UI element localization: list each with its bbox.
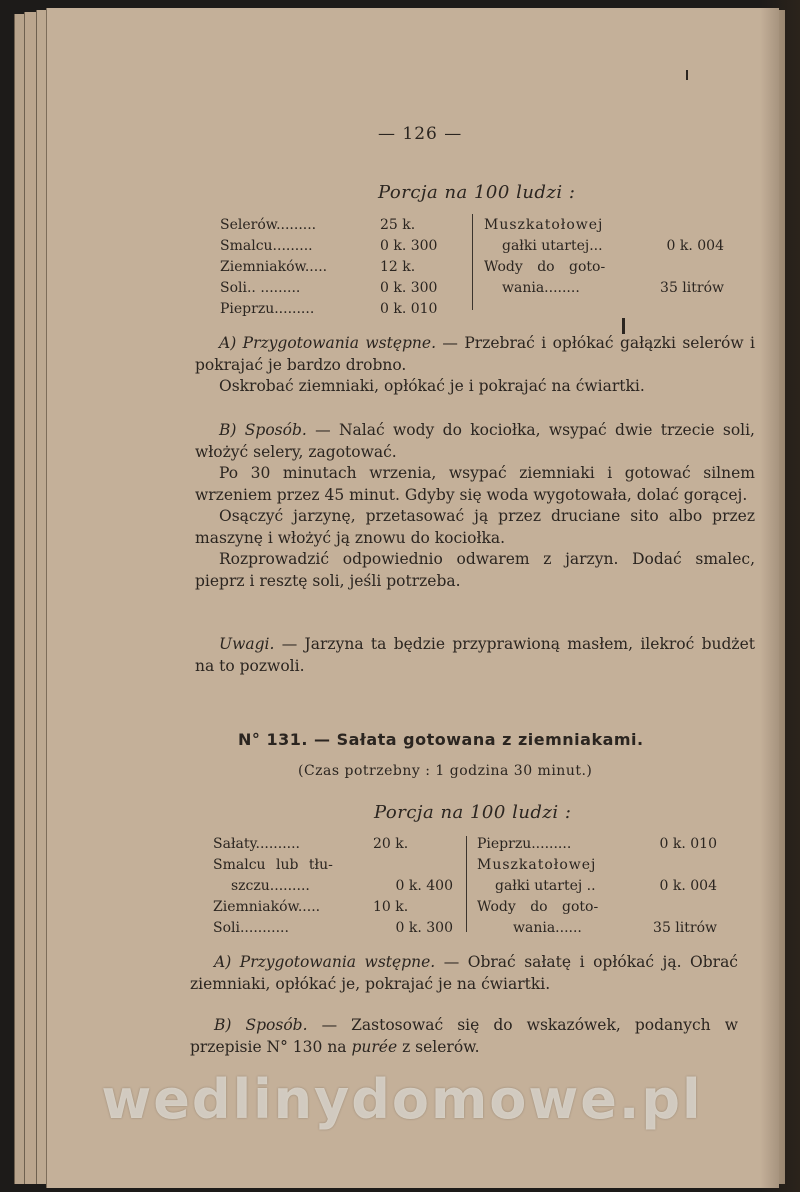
ingredient-name: gałki utartej... xyxy=(502,238,603,254)
ingredient-amount: 35 litrów xyxy=(660,280,724,296)
portion-title: Porcja na 100 ludzi : xyxy=(378,182,576,203)
ingredient-name: szczu......... xyxy=(231,878,310,894)
ingredient-amount: 35 litrów xyxy=(653,920,717,936)
recipe-heading: N° 131. — Sałata gotowana z ziemniakami. xyxy=(238,730,644,749)
ingredient-amount: 0 k. 010 xyxy=(380,301,438,317)
method-paragraph xyxy=(190,1015,738,1058)
ingredient-name: Smalcu lub tłu- xyxy=(213,857,333,873)
column-divider xyxy=(472,214,473,310)
ingredient-name: Soli.. ......... xyxy=(220,280,301,296)
ingredient-amount: 0 k. 300 xyxy=(380,238,438,254)
ingredient-name: wania........ xyxy=(502,280,580,296)
prep-label: A) Przygotowania wstępne. xyxy=(214,953,436,971)
prep-label: A) Przygotowania wstępne. xyxy=(219,334,436,352)
ingredient-name: Muszkatołowej xyxy=(484,217,604,233)
ingredient-amount: 0 k. 010 xyxy=(659,836,717,852)
ingredients-left xyxy=(213,834,453,939)
ingredient-amount: 0 k. 400 xyxy=(395,878,453,894)
method-paragraph xyxy=(195,420,755,592)
prep-text: — Obrać sałatę i opłókać ją. Obrać ziemniaki, opłókać je, pokrajać je na ćwiartki. xyxy=(190,953,738,993)
method-label: B) Sposób. xyxy=(214,1016,308,1034)
method-text: Po 30 minutach wrzenia, wsypać ziemniaki i gotować silnem wrzeniem przez 45 minut. Gdyby się woda wygotowała, dolać gorącej. xyxy=(195,464,755,504)
recipe-time: (Czas potrzebny : 1 godzina 30 minut.) xyxy=(298,763,593,779)
book-spine-shadow xyxy=(760,0,800,1192)
note-paragraph xyxy=(195,634,755,677)
ingredients-right xyxy=(477,834,717,939)
method-text: Rozprowadzić odpowiednio odwarem z jarzyn. Dodać smalec, pieprz i resztę soli, jeśli potrzeba. xyxy=(195,550,755,590)
portion-title: Porcja na 100 ludzi : xyxy=(374,802,572,823)
ingredient-name: Wody do goto- xyxy=(477,899,599,915)
ingredient-name: Pieprzu......... xyxy=(477,836,572,852)
ingredient-name: Smalcu......... xyxy=(220,238,313,254)
ingredient-amount: 12 k. xyxy=(380,259,416,275)
prep-paragraph xyxy=(190,952,738,995)
ingredient-name: Pieprzu......... xyxy=(220,301,315,317)
prep-text: — Przebrać i opłókać gałązki selerów i pokrajać je bardzo drobno. xyxy=(195,334,755,374)
column-divider xyxy=(466,836,467,932)
ingredient-amount: 0 k. 004 xyxy=(666,238,724,254)
ingredient-name: Selerów......... xyxy=(220,217,317,233)
note-label: Uwagi. xyxy=(219,635,275,653)
ingredient-amount: 10 k. xyxy=(373,899,409,915)
method-label: B) Sposób. xyxy=(219,421,307,439)
page-number: — 126 — xyxy=(378,124,463,144)
pencil-mark xyxy=(622,318,625,334)
method-text: — Zastosować się do wskazówek, podanych w przepisie N° 130 na xyxy=(190,1016,739,1056)
ingredient-amount: 20 k. xyxy=(373,836,409,852)
ingredient-name: Wody do goto- xyxy=(484,259,606,275)
ingredient-name: Ziemniaków..... xyxy=(220,259,328,275)
method-text: — Nalać wody do kociołka, wsypać dwie trzecie soli, włożyć selery, zagotować. xyxy=(195,421,755,461)
ingredient-name: wania...... xyxy=(513,920,582,936)
method-text: Osączyć jarzynę, przetasować ją przez druciane sito albo przez maszynę i włożyć ją znowu do kociołka. xyxy=(195,507,755,547)
pencil-mark xyxy=(686,70,688,80)
watermark: wedlinydomowe.pl xyxy=(101,1068,703,1131)
ingredients-left xyxy=(220,215,437,320)
ingredient-amount: 0 k. 004 xyxy=(659,878,717,894)
ingredient-name: Muszkatołowej xyxy=(477,857,597,873)
ingredient-name: Soli........... xyxy=(213,920,289,936)
ingredient-name: gałki utartej .. xyxy=(495,878,596,894)
ingredients-right xyxy=(484,215,724,299)
ingredient-amount: 25 k. xyxy=(380,217,416,233)
prep-text-2: Oskrobać ziemniaki, opłókać je i pokrajać na ćwiartki. xyxy=(219,377,645,395)
note-text: — Jarzyna ta będzie przyprawioną masłem, ilekroć budżet na to pozwoli. xyxy=(195,635,755,675)
method-text-italic: purée xyxy=(351,1037,398,1056)
ingredient-amount: 0 k. 300 xyxy=(395,920,453,936)
ingredient-name: Sałaty.......... xyxy=(213,836,301,852)
prep-paragraph xyxy=(195,333,755,398)
method-text: z selerów. xyxy=(397,1037,480,1056)
ingredient-name: Ziemniaków..... xyxy=(213,899,321,915)
ingredient-amount: 0 k. 300 xyxy=(380,280,438,296)
